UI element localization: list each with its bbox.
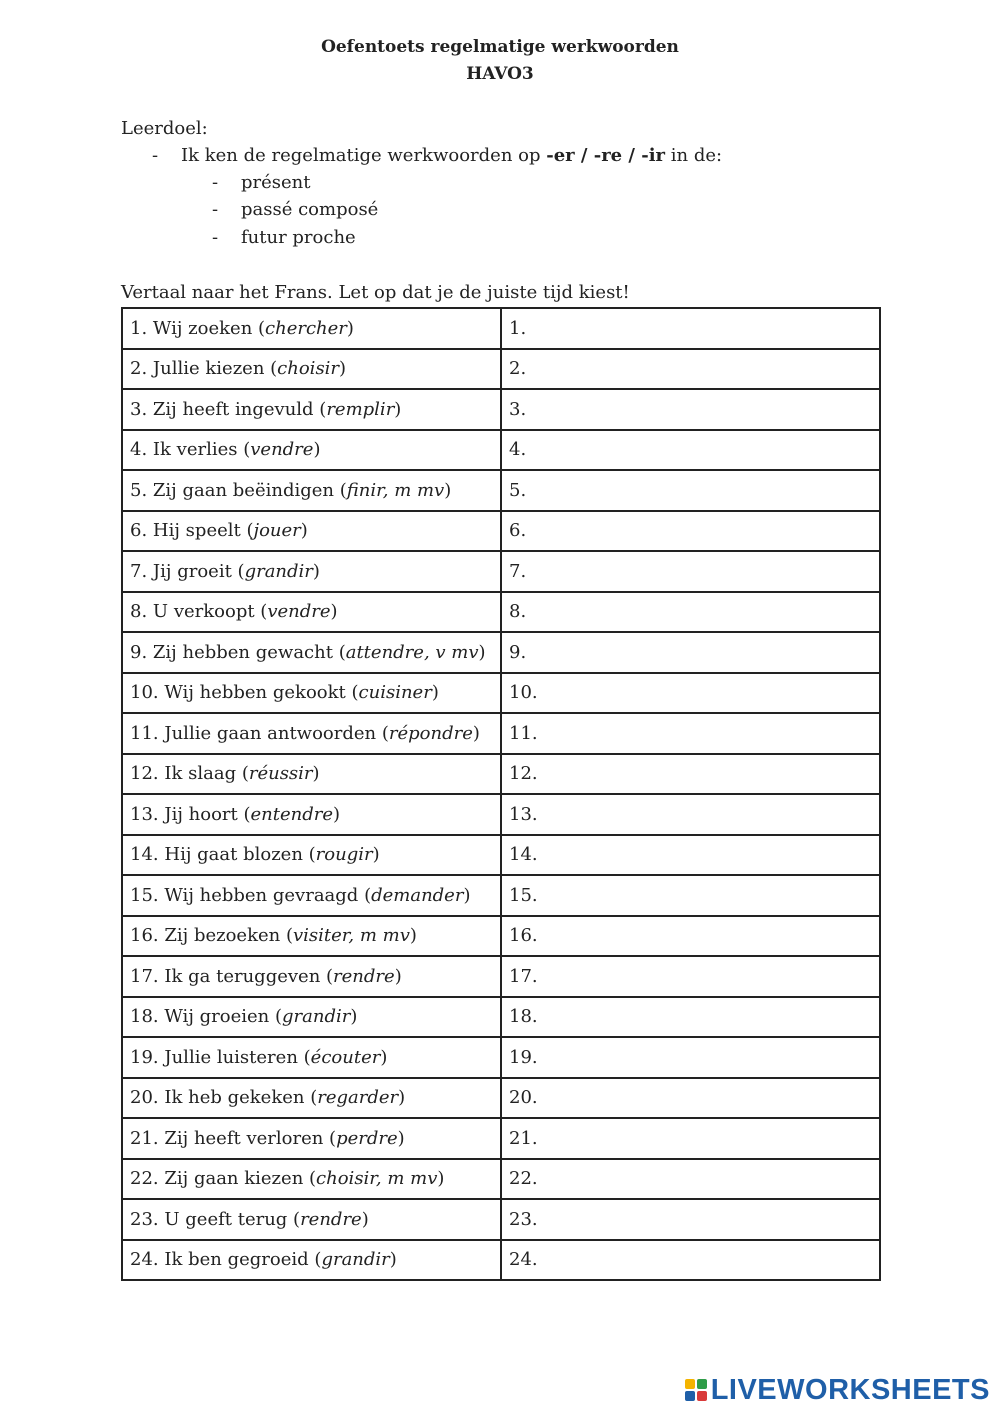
prompt-cell: 1. Wij zoeken (chercher) (122, 308, 501, 349)
answer-cell[interactable] (501, 997, 880, 1038)
table-row (122, 349, 880, 390)
item-number: 10. (130, 682, 159, 704)
answer-number: 11. (509, 722, 538, 744)
table-row (122, 673, 880, 714)
french-verb: grandir (282, 1006, 351, 1028)
dutch-prompt: Hij gaat blozen (164, 844, 303, 866)
dutch-prompt: U geeft terug (164, 1208, 288, 1230)
dutch-prompt: Zij hebben gewacht (152, 641, 333, 663)
bullet-dash: - (152, 145, 159, 166)
answer-cell[interactable] (501, 956, 880, 997)
french-verb: entendre (250, 803, 334, 825)
table-row (122, 794, 880, 835)
table-row (122, 632, 880, 673)
prompt-cell: 23. U geeft terug (rendre) (122, 1199, 501, 1240)
french-verb: choisir (277, 358, 340, 380)
answer-number: 16. (509, 925, 538, 947)
french-verb: demander (371, 884, 464, 906)
prompt-cell: 13. Jij hoort (entendre) (122, 794, 501, 835)
dutch-prompt: Wij groeien (164, 1006, 270, 1028)
answer-number: 18. (509, 1006, 538, 1028)
item-number: 23. (130, 1208, 159, 1230)
table-row (122, 308, 880, 349)
answer-cell[interactable] (501, 632, 880, 673)
item-number: 11. (130, 722, 159, 744)
learning-goal-label: Leerdoel: (121, 118, 208, 139)
dutch-prompt: Wij hebben gekookt (164, 682, 346, 704)
item-number: 7. (130, 560, 148, 582)
item-number: 20. (130, 1087, 159, 1109)
dutch-prompt: Wij zoeken (152, 317, 253, 339)
answer-number: 2. (509, 358, 527, 380)
answer-number: 6. (509, 520, 527, 542)
table-row (122, 916, 880, 957)
item-number: 13. (130, 803, 159, 825)
french-verb: cuisiner (358, 682, 432, 704)
prompt-cell: 22. Zij gaan kiezen (choisir, m mv) (122, 1159, 501, 1200)
french-verb: remplir (326, 398, 395, 420)
answer-number: 10. (509, 682, 538, 704)
item-number: 2. (130, 358, 148, 380)
answer-number: 21. (509, 1127, 538, 1149)
table-row (122, 713, 880, 754)
answer-cell[interactable] (501, 308, 880, 349)
prompt-cell: 14. Hij gaat blozen (rougir) (122, 835, 501, 876)
worksheet-title: Oefentoets regelmatige werkwoorden (321, 37, 679, 57)
dutch-prompt: U verkoopt (152, 601, 255, 623)
dutch-prompt: Ik verlies (152, 439, 238, 461)
learning-goal-text: Ik ken de regelmatige werkwoorden op -er / -re / -ir in de: (181, 145, 723, 166)
answer-cell[interactable] (501, 835, 880, 876)
answer-cell[interactable] (501, 511, 880, 552)
answer-number: 3. (509, 398, 527, 420)
bullet-dash: - (212, 199, 219, 220)
dutch-prompt: Jullie gaan antwoorden (164, 722, 377, 744)
dutch-prompt: Jij groeit (152, 560, 232, 582)
item-number: 6. (130, 520, 148, 542)
french-verb: grandir (244, 560, 313, 582)
prompt-cell: 11. Jullie gaan antwoorden (répondre) (122, 713, 501, 754)
answer-cell[interactable] (501, 1037, 880, 1078)
french-verb: répondre (388, 722, 473, 744)
dutch-prompt: Zij heeft ingevuld (152, 398, 314, 420)
answer-cell[interactable] (501, 1159, 880, 1200)
answer-number: 20. (509, 1087, 538, 1109)
item-number: 24. (130, 1249, 159, 1271)
french-verb: rendre (333, 965, 395, 987)
answer-number: 1. (509, 317, 527, 339)
item-number: 21. (130, 1127, 159, 1149)
dutch-prompt: Zij gaan beëindigen (152, 479, 335, 501)
liveworksheets-logo-icon (685, 1379, 707, 1401)
answer-number: 22. (509, 1168, 538, 1190)
item-number: 12. (130, 763, 159, 785)
answer-number: 4. (509, 439, 527, 461)
prompt-cell: 19. Jullie luisteren (écouter) (122, 1037, 501, 1078)
item-number: 18. (130, 1006, 159, 1028)
french-verb: écouter (310, 1046, 381, 1068)
french-verb: perdre (336, 1127, 398, 1149)
answer-cell[interactable] (501, 430, 880, 471)
prompt-cell: 18. Wij groeien (grandir) (122, 997, 501, 1038)
prompt-cell: 20. Ik heb gekeken (regarder) (122, 1078, 501, 1119)
dutch-prompt: Jij hoort (164, 803, 238, 825)
table-row (122, 470, 880, 511)
item-number: 4. (130, 439, 148, 461)
translation-table (121, 307, 881, 1281)
answer-cell[interactable] (501, 551, 880, 592)
prompt-cell: 2. Jullie kiezen (choisir) (122, 349, 501, 390)
dutch-prompt: Jullie kiezen (152, 358, 265, 380)
answer-number: 14. (509, 844, 538, 866)
bullet-dash: - (212, 227, 219, 248)
item-number: 8. (130, 601, 148, 623)
french-verb: rougir (315, 844, 373, 866)
bullet-dash: - (212, 172, 219, 193)
answer-number: 9. (509, 641, 527, 663)
prompt-cell: 7. Jij groeit (grandir) (122, 551, 501, 592)
item-number: 3. (130, 398, 148, 420)
french-verb: visiter, m mv (293, 925, 410, 947)
answer-cell[interactable] (501, 916, 880, 957)
french-verb: vendre (250, 439, 314, 461)
item-number: 22. (130, 1168, 159, 1190)
liveworksheets-branding (685, 1375, 990, 1405)
french-verb: attendre, v mv (345, 641, 479, 663)
table-row (122, 875, 880, 916)
dutch-prompt: Jullie luisteren (164, 1046, 298, 1068)
french-verb: réussir (248, 763, 313, 785)
answer-number: 8. (509, 601, 527, 623)
tense-label: passé composé (241, 199, 379, 220)
dutch-prompt: Zij bezoeken (164, 925, 281, 947)
table-row (122, 997, 880, 1038)
answer-number: 23. (509, 1208, 538, 1230)
answer-cell[interactable] (501, 754, 880, 795)
french-verb: jouer (253, 520, 301, 542)
dutch-prompt: Ik slaag (164, 763, 237, 785)
answer-number: 12. (509, 763, 538, 785)
dutch-prompt: Ik heb gekeken (164, 1087, 305, 1109)
answer-number: 5. (509, 479, 527, 501)
table-row (122, 1240, 880, 1281)
answer-cell[interactable] (501, 1118, 880, 1159)
verb-endings: -er / -re / -ir (546, 145, 666, 166)
item-number: 19. (130, 1046, 159, 1068)
dutch-prompt: Zij gaan kiezen (164, 1168, 304, 1190)
prompt-cell: 24. Ik ben gegroeid (grandir) (122, 1240, 501, 1281)
table-row (122, 1199, 880, 1240)
prompt-cell: 12. Ik slaag (réussir) (122, 754, 501, 795)
french-verb: rendre (300, 1208, 362, 1230)
answer-number: 24. (509, 1249, 538, 1271)
prompt-cell: 17. Ik ga teruggeven (rendre) (122, 956, 501, 997)
answer-cell[interactable] (501, 1078, 880, 1119)
tense-label: futur proche (241, 227, 356, 248)
item-number: 17. (130, 965, 159, 987)
answer-number: 19. (509, 1046, 538, 1068)
item-number: 16. (130, 925, 159, 947)
liveworksheets-wordmark: LIVEWORKSHEETS (710, 1373, 990, 1406)
answer-number: 7. (509, 560, 527, 582)
prompt-cell: 9. Zij hebben gewacht (attendre, v mv) (122, 632, 501, 673)
dutch-prompt: Hij speelt (152, 520, 241, 542)
table-row (122, 389, 880, 430)
answer-number: 17. (509, 965, 538, 987)
tense-label: présent (241, 172, 311, 193)
answer-cell[interactable] (501, 875, 880, 916)
prompt-cell: 6. Hij speelt (jouer) (122, 511, 501, 552)
answer-cell[interactable] (501, 349, 880, 390)
item-number: 1. (130, 317, 148, 339)
instruction-text: Vertaal naar het Frans. Let op dat je de juiste tijd kiest! (121, 282, 630, 303)
prompt-cell: 16. Zij bezoeken (visiter, m mv) (122, 916, 501, 957)
french-verb: vendre (267, 601, 331, 623)
answer-cell[interactable] (501, 1199, 880, 1240)
logo-square-red (697, 1391, 707, 1401)
answer-cell[interactable] (501, 389, 880, 430)
table-row (122, 835, 880, 876)
item-number: 15. (130, 884, 159, 906)
dutch-prompt: Zij heeft verloren (164, 1127, 324, 1149)
answer-cell[interactable] (501, 673, 880, 714)
prompt-cell: 21. Zij heeft verloren (perdre) (122, 1118, 501, 1159)
dutch-prompt: Ik ga teruggeven (164, 965, 321, 987)
prompt-cell: 4. Ik verlies (vendre) (122, 430, 501, 471)
table-row (122, 956, 880, 997)
item-number: 5. (130, 479, 148, 501)
table-row (122, 1118, 880, 1159)
french-verb: regarder (317, 1087, 399, 1109)
dutch-prompt: Ik ben gegroeid (164, 1249, 309, 1271)
french-verb: finir, m mv (346, 479, 445, 501)
worksheet-subtitle: HAVO3 (466, 64, 534, 84)
table-row (122, 1159, 880, 1200)
answer-number: 15. (509, 884, 538, 906)
table-row (122, 430, 880, 471)
answer-number: 13. (509, 803, 538, 825)
logo-square-yellow (685, 1379, 695, 1389)
prompt-cell: 8. U verkoopt (vendre) (122, 592, 501, 633)
prompt-cell: 15. Wij hebben gevraagd (demander) (122, 875, 501, 916)
answer-cell[interactable] (501, 592, 880, 633)
answer-cell[interactable] (501, 1240, 880, 1281)
dutch-prompt: Wij hebben gevraagd (164, 884, 359, 906)
answer-cell[interactable] (501, 794, 880, 835)
item-number: 9. (130, 641, 148, 663)
table-row (122, 1037, 880, 1078)
logo-square-blue (685, 1391, 695, 1401)
french-verb: grandir (321, 1249, 390, 1271)
table-row (122, 1078, 880, 1119)
prompt-cell: 5. Zij gaan beëindigen (finir, m mv) (122, 470, 501, 511)
table-row (122, 511, 880, 552)
table-row (122, 551, 880, 592)
french-verb: choisir, m mv (316, 1168, 438, 1190)
item-number: 14. (130, 844, 159, 866)
prompt-cell: 3. Zij heeft ingevuld (remplir) (122, 389, 501, 430)
logo-square-green (697, 1379, 707, 1389)
answer-cell[interactable] (501, 713, 880, 754)
table-row (122, 592, 880, 633)
french-verb: chercher (265, 317, 347, 339)
answer-cell[interactable] (501, 470, 880, 511)
table-row (122, 754, 880, 795)
prompt-cell: 10. Wij hebben gekookt (cuisiner) (122, 673, 501, 714)
